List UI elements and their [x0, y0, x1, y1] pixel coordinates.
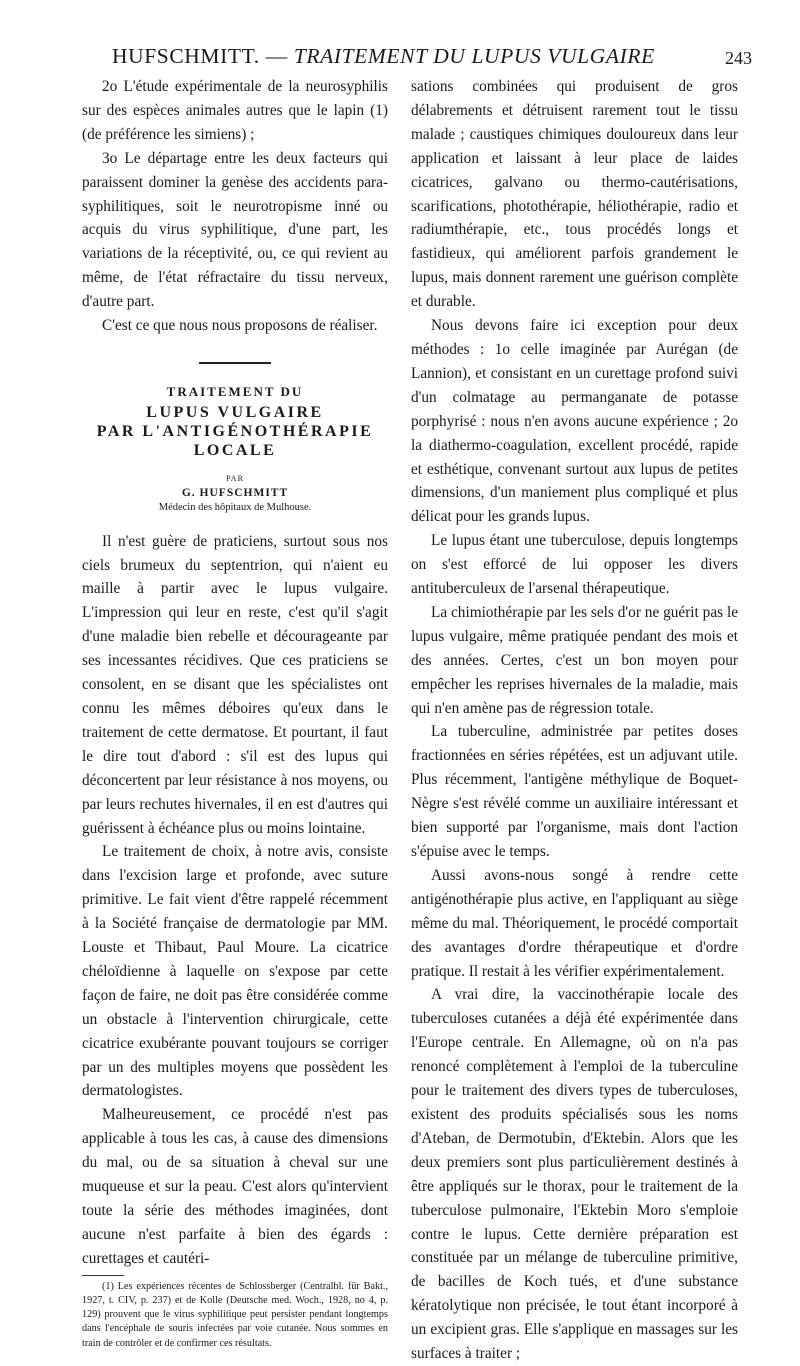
right-column	[411, 75, 738, 1366]
left-column	[82, 75, 388, 1351]
paragraph-vaccinotherapie: A vrai dire, la vaccinothérapie locale des tuberculoses cutanées a déjà été expérimentée dans l'Europe centrale. En Allemagne, où on n'a pas renoncé complètement à l'emploi de la tuberculine pour le traitement des divers types de tuberculoses, existent des produits spécialisés sous les noms d'Ateban, de Dermotubin, d'Ektebin. Alors que les deux premiers sont plus particulièrement destinés à être appliqués sur le thorax, pour le traitement de la tuberculose pulmonaire, l'Ektebin Moro s'emploie contre le lupus. Cette dernière préparation est constituée par un mélange de tuberculine primitive, de bacilles de Koch tués, et d'une substance kératolytique non précisée, le tout étant incorporé à un excipient gras. Elle s'applique en massages sur les surfaces à traiter ;	[411, 986, 738, 1363]
paragraph-departage: 3o Le départage entre les deux facteurs qui paraissent dominer la genèse des accidents para-syphilitiques, soit le neurotropisme inné ou acquis du virus syphilitique, d'une part, les variations de la réceptivité, ou, ce qui revient au même, de l'état réfractaire du tissu nerveux, d'autre part.	[82, 149, 388, 311]
byline-author: G. HUFSCHMITT	[181, 487, 289, 500]
running-head-article: TRAITEMENT DU LUPUS VULGAIRE	[293, 44, 655, 68]
byline	[82, 474, 388, 514]
running-head	[112, 44, 752, 74]
article-title-line: LUPUS VULGAIRE	[146, 403, 324, 421]
paragraph-continuation: sations combinées qui produisent de gros délabrements et détruisent rarement tout le tissu malade ; caustiques chimiques douloureux dans leur application et laissant à leur place de laides cicatrices, galvano ou thermo-cautérisations, scarifications, photothérapie, héliothérapie, radio et radiumthérapie, etc., tous procédés longs et fastidieux, qui améliorent parfois grandement le lupus, mais donnent rarement une guérison complète et durable.	[411, 78, 738, 311]
byline-role: Médecin des hôpitaux de Mulhouse.	[158, 501, 312, 513]
paragraph-antigenotherapie: Aussi avons-nous songé à rendre cette antigénothérapie plus active, en l'appliquant au siège même du mal. Théoriquement, le procédé comportait des avantages d'ordre thérapeutique et d'ordre pratique. Il restait à les vérifier expérimentalement.	[411, 866, 738, 980]
paragraph-exception: Nous devons faire ici exception pour deux méthodes : 1o celle imaginée par Aurégan (de Lannion), et consistant en un curettage profond suivi d'un colmatage au permanganate de potasse porphyrisé : nous n'en avons aucune expérience ; 2o la diathermo-coagulation, excellent procédé, rapide et esthétique, convenant surtout aux lupus de petites dimensions, d'un maniement plus compliqué et plus délicat pour les grands lupus.	[411, 317, 738, 526]
running-head-title	[112, 44, 655, 69]
article-title-line: TRAITEMENT DU	[166, 383, 304, 399]
article-title-line: LOCALE	[193, 441, 277, 459]
paragraph-chimiotherapie: La chimiothérapie par les sels d'or ne guérit pas le lupus vulgaire, même pratiquée pendant des mois et des années. Certes, c'est un bon moyen pour empêcher les reprises hivernales de la maladie, mais qui n'en amène pas de régression totale.	[411, 603, 738, 717]
article-title	[82, 384, 388, 460]
footnote-divider	[82, 1275, 124, 1276]
paragraph-malheureusement: Malheureusement, ce procédé n'est pas applicable à tous les cas, à cause des dimensions du mal, ou de sa situation à cheval sur une muqueuse et sur la peau. C'est alors qu'intervient toute la série des méthodes imaginées, dont aucune n'est parfaite à bien des égards : curettages et cautéri-	[82, 1106, 388, 1267]
footnote: (1) Les expériences récentes de Schlossberger (Centralbl. für Bakt., 1927, t. CIV, p. 237) et de Kolle (Deutsche med. Woch., 1928, no 4, p. 129) prouvent que le virus syphilitique peut persister pendant longtemps dans l'encéphale de souris infectées par voie cutanée. Nous sommes en train de contrôler et de confirmer ces résultats.	[82, 1280, 388, 1349]
paragraph-tuberculose: Le lupus étant une tuberculose, depuis longtemps on s'est efforcé de lui opposer les divers antituberculeux de l'arsenal thérapeutique.	[411, 532, 738, 598]
paragraph-traitement-choix: Le traitement de choix, à notre avis, consiste dans l'excision large et profonde, avec suture primitive. Le fait vient d'être rappelé récemment à la Société française de dermatologie par MM. Louste et Thibaut, Paul Moure. La cicatrice chéloïdienne à laquelle on s'expose par cette façon de faire, ne doit pas être considérée comme un obstacle à l'intervention chirurgicale, cette cicatrice exubérante pouvant toujours se corriger par un des multiples moyens que possèdent les dermatologistes.	[82, 843, 388, 1100]
running-head-author: HUFSCHMITT. —	[112, 44, 288, 68]
byline-par: PAR	[226, 474, 244, 484]
paragraph-neurosyphilis: 2o L'étude expérimentale de la neurosyphilis sur des espèces animales autres que le lapin (1) (de préférence les simiens) ;	[82, 78, 388, 143]
paragraph-intro: Il n'est guère de praticiens, surtout sous nos ciels brumeux du septentrion, qui n'aient eu maille à partir avec le lupus vulgaire. L'impression qui leur en reste, c'est qu'il s'agit d'une maladie bien rebelle et décourageante par ses incessantes récidives. Que ces praticiens se consolent, en se disant que les spécialistes ont connu les mêmes déboires qu'eux dans le traitement de cette dermatose. Et pourtant, il faut le dire tout d'abord : s'il est des lupus qui déconcertent par leur résistance à nos moyens, ou par leurs rechutes hivernales, il en est d'autres qui guérissent à échéance plus ou moins lointaine.	[82, 532, 388, 837]
article-title-line: PAR L'ANTIGÉNOTHÉRAPIE	[96, 422, 374, 440]
page-number: 243	[725, 48, 752, 68]
paragraph-proposons: C'est ce que nous nous proposons de réaliser.	[102, 317, 378, 335]
paragraph-tuberculine: La tuberculine, administrée par petites doses fractionnées en séries répétées, est un adjuvant utile. Plus récemment, l'antigène méthylique de Boquet-Nègre s'est révélé comme un auxiliaire intéressant et bien supporté par l'organisme, mais dont l'action s'épuise avec le temps.	[411, 723, 738, 860]
section-divider	[199, 362, 271, 364]
